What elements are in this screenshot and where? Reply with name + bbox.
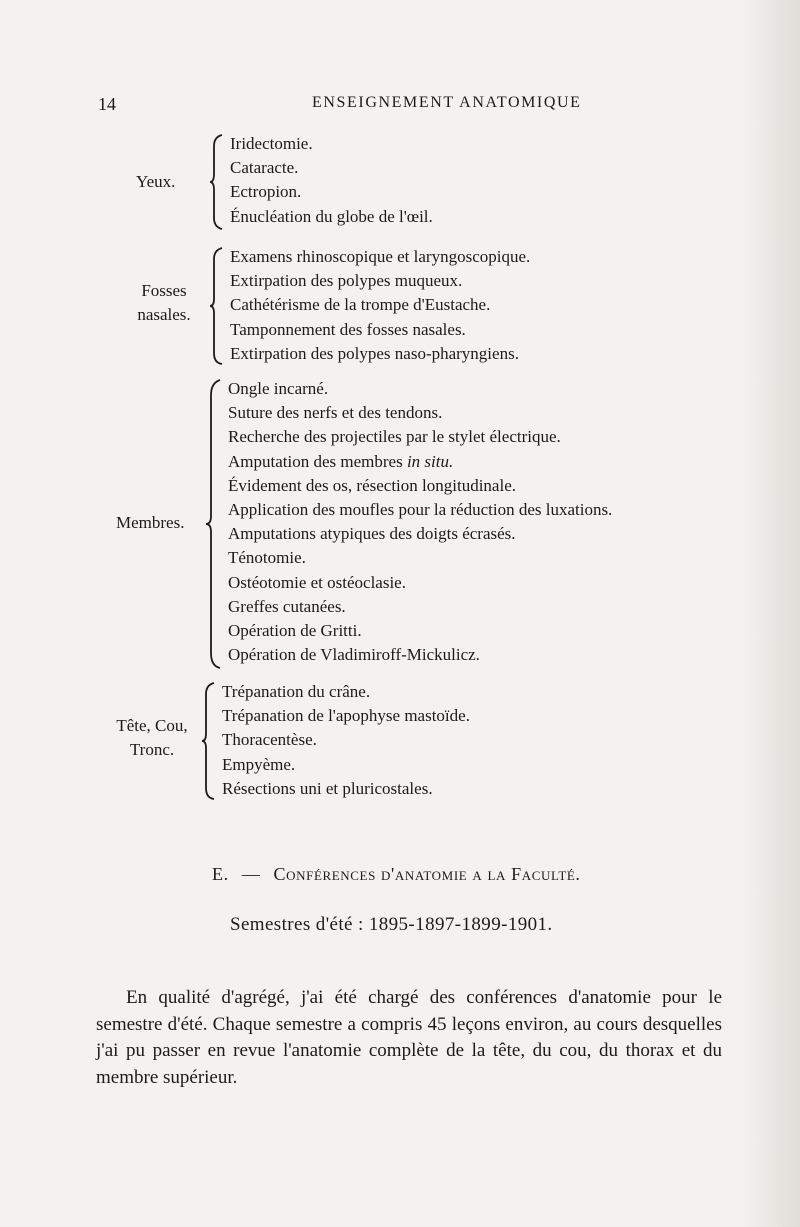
- list-item: Empyème.: [222, 754, 296, 774]
- group-membres: [0, 377, 800, 669]
- section-dash: —: [241, 864, 261, 884]
- list-item: Ténotomie.: [228, 548, 306, 568]
- list-item: Greffes cutanées.: [228, 596, 346, 616]
- group-fosses-nasales: [0, 245, 800, 367]
- group-label: [126, 279, 202, 327]
- section-heading: [212, 864, 581, 885]
- list-item: Examens rhinoscopique et laryngoscopique.: [230, 247, 531, 266]
- brace: [206, 379, 222, 669]
- group-label: Yeux.: [136, 172, 176, 191]
- list-item: Thoracentèse.: [222, 730, 317, 750]
- group-tete-cou-tronc: [0, 680, 800, 802]
- brace: [210, 134, 224, 230]
- list-item: Extirpation des polypes muqueux.: [230, 271, 463, 291]
- group-label-line: Tête, Cou,: [116, 716, 188, 735]
- group-yeux: [0, 132, 800, 232]
- list-item: Trépanation du crâne.: [222, 682, 371, 701]
- list-item: Opération de Gritti.: [228, 620, 362, 640]
- running-title: ENSEIGNEMENT ANATOMIQUE: [312, 94, 582, 111]
- body-paragraph: En qualité d'agrégé, j'ai été chargé des conférences d'anatomie pour le semestre d'été. Chaque semestre a compris 45 leçons environ, au cours desquelles j'ai pu passer en revue l'anatomie complète de la tête, du cou, du thorax et du membre supérieur.: [96, 987, 722, 1088]
- list-item: Recherche des projectiles par le stylet électrique.: [228, 427, 561, 447]
- group-label: [104, 714, 200, 762]
- group-label-line: Tronc.: [129, 740, 175, 759]
- list-item: Iridectomie.: [230, 134, 313, 153]
- list-item: Ectropion.: [230, 182, 302, 202]
- list-item: Tamponnement des fosses nasales.: [230, 319, 466, 339]
- list-item: Ongle incarné.: [228, 379, 329, 398]
- list-item: Ostéotomie et ostéoclasie.: [228, 572, 406, 592]
- list-item: Suture des nerfs et des tendons.: [228, 403, 443, 423]
- item-list: [228, 377, 612, 667]
- list-item: Résections uni et pluricostales.: [222, 778, 433, 798]
- list-item-italic: in situ.: [406, 451, 454, 471]
- brace: [210, 247, 224, 365]
- list-item: Cataracte.: [230, 158, 299, 178]
- list-item: [228, 450, 612, 474]
- item-list: [230, 132, 433, 229]
- page-number: 14: [98, 94, 116, 114]
- list-item: Évidement des os, résection longitudinale.: [228, 475, 516, 495]
- section-title-text: Conférences d'anatomie a la Faculté.: [273, 864, 581, 884]
- section-subtitle: Semestres d'été : 1895-1897-1899-1901.: [230, 914, 553, 935]
- list-item-text: Amputation des membres: [228, 451, 407, 471]
- list-item: Application des moufles pour la réduction des luxations.: [228, 499, 613, 519]
- item-list: [230, 245, 530, 366]
- page-header: [0, 94, 800, 118]
- section-letter: E.: [212, 864, 229, 884]
- group-label-line: Fosses: [141, 281, 187, 300]
- group-label-line: nasales.: [137, 305, 191, 324]
- list-item: Opération de Vladimiroff-Mickulicz.: [228, 645, 480, 665]
- brace: [202, 682, 216, 800]
- item-list: [222, 680, 470, 801]
- group-label: Membres.: [116, 513, 185, 532]
- list-item: Cathétérisme de la trompe d'Eustache.: [230, 295, 491, 315]
- list-item: Énucléation du globe de l'œil.: [230, 206, 433, 226]
- list-item: Trépanation de l'apophyse mastoïde.: [222, 706, 470, 726]
- list-item: Extirpation des polypes naso-pharyngiens.: [230, 343, 519, 363]
- list-item: Amputations atypiques des doigts écrasés.: [228, 524, 516, 544]
